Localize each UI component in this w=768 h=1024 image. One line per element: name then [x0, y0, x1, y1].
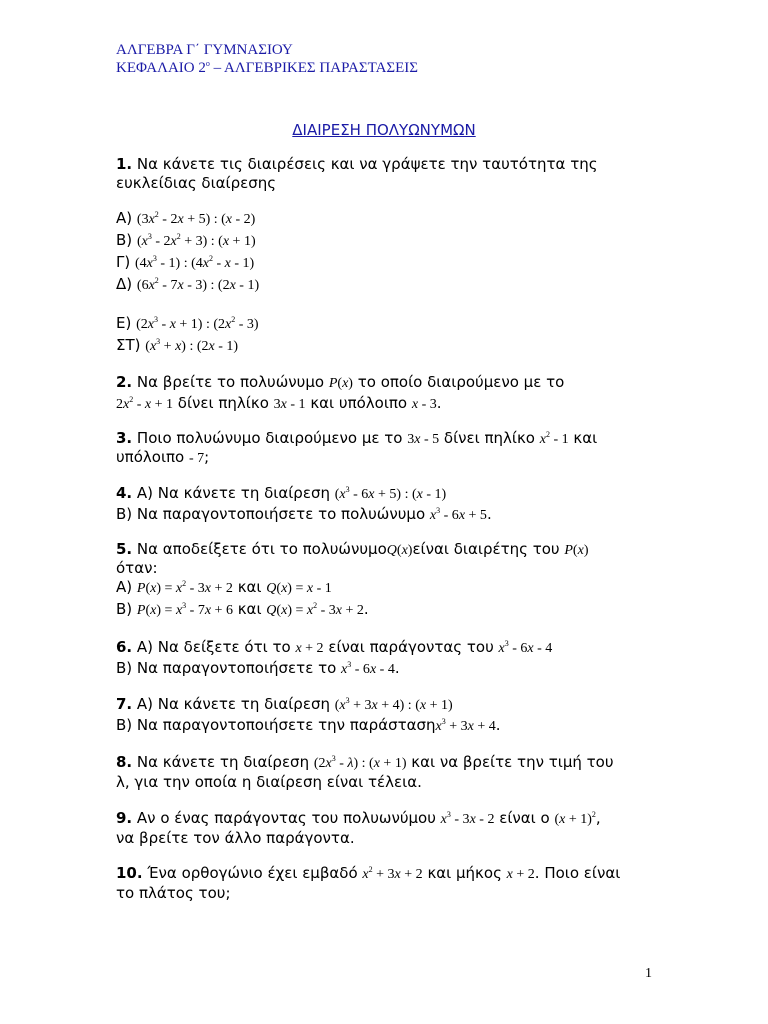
q5-item-a: Α) $P(x) = x^2 - 3x + 2$ και Q(x) = x - 1: [116, 578, 332, 596]
q5-line2: όταν:: [116, 559, 158, 577]
page-number: 1: [645, 966, 652, 981]
q9-line2: να βρείτε τον άλλο παράγοντα.: [116, 829, 355, 847]
q1-item-f: ΣΤ) $(x^3 + x)$ : (2x - 1): [116, 336, 239, 354]
q8-line1: 8. Να κάνετε τη διαίρεση $(2x^3 - \lambda)$ : (x + 1) και να βρείτε την τιμή του: [116, 753, 614, 771]
q3-line1: 3. Ποιο πολυώνυμο διαιρούμενο με το 3x - 5 δίνει πηλίκο $x^2 - 1$ και: [116, 429, 598, 447]
q7-line1: 7. Α) Να κάνετε τη διαίρεση $(x^3 + 3x + 4)$ : (x + 1): [116, 695, 453, 713]
formula: $(6x^2 - 7x - 3)$ : (2x - 1): [136, 276, 260, 293]
q1-item-c: Γ) $(4x^3 - 1)$ : ($4x^2$ - x - 1): [116, 253, 255, 271]
header-subject: ΑΛΓΕΒΡΑ Γ΄ ΓΥΜΝΑΣΙΟΥ: [116, 42, 293, 58]
header-chapter: ΚΕΦΑΛΑΙΟ $2^o$ – ΑΛΓΕΒΡΙΚΕΣ ΠΑΡΑΣΤΑΣΕΙΣ: [116, 59, 419, 76]
page-title: ΔΙΑΙΡΕΣΗ ΠΟΛΥΩΝΥΜΩΝ: [292, 121, 476, 139]
q5-line1: 5. Να αποδείξετε ότι το πολυώνυμοQ(x)είναι διαιρέτης του P(x): [116, 540, 589, 558]
q4-line2: Β) Να παραγοντοποιήσετε το πολυώνυμο $x^3 - 6x + 5$.: [116, 505, 492, 523]
formula: $(4x^3 - 1)$ : ($4x^2$ - x - 1): [135, 254, 255, 271]
q9-line1: 9. Αν ο ένας παράγοντας του πολυωνύμου $x^3 - 3x - 2$ είναι ο $(x + 1)^2$,: [116, 809, 601, 827]
q3-line2: υπόλοιπο - 7;: [116, 448, 210, 466]
q10-line2: το πλάτος του;: [116, 884, 231, 902]
q4-line1: 4. Α) Να κάνετε τη διαίρεση $(x^3 - 6x + 5)$ : (x - 1): [116, 484, 447, 502]
q2-line2: $2x^2 - x + 1$ δίνει πηλίκο 3x - 1 και υπόλοιπο x - 3.: [116, 394, 442, 412]
q10-line1: 10. Ένα ορθογώνιο έχει εμβαδό $x^2 + 3x + 2$ και μήκος x + 2. Ποιο είναι: [116, 864, 621, 882]
formula: $(2x^3 - x + 1)$ : $(2x^2 - 3)$: [136, 315, 259, 332]
q7-line2: Β) Να παραγοντοποιήσετε την παράστασηx$^3$ + 3x + 4.: [116, 716, 501, 734]
q6-line2: Β) Να παραγοντοποιήσετε το $x^3 - 6x - 4$.: [116, 659, 400, 677]
q1-item-b: Β) $(x^3 - 2x^2 + 3)$ : (x + 1): [116, 231, 256, 249]
q5-item-b: Β) $P(x) = x^3 - 7x + 6$ και $Q(x) = x^2 - 3x + 2$.: [116, 600, 369, 618]
formula: $(3x^2 - 2x + 5)$ : (x - 2): [136, 210, 256, 227]
q2-line1: 2. Να βρείτε το πολυώνυμο P(x) το οποίο διαιρούμενο με το: [116, 373, 565, 391]
q1-line2: ευκλείδιας διαίρεσης: [116, 174, 277, 192]
q1-item-d: Δ) $(6x^2 - 7x - 3)$ : (2x - 1): [116, 275, 260, 293]
q6-line1: 6. Α) Να δείξετε ότι το x + 2 είναι παράγοντας του $x^3 - 6x - 4$: [116, 638, 553, 656]
formula: $(x^3 + x)$ : (2x - 1): [145, 337, 239, 354]
q1-line1: 1. Να κάνετε τις διαιρέσεις και να γράψετε την ταυτότητα της: [116, 155, 598, 173]
formula: $(x^3 - 2x^2 + 3)$ : (x + 1): [136, 232, 256, 249]
q8-line2: λ, για την οποία η διαίρεση είναι τέλεια.: [116, 773, 422, 791]
q1-item-e: Ε) $(2x^3 - x + 1)$ : $(2x^2 - 3)$: [116, 314, 259, 332]
q1-item-a: Α) $(3x^2 - 2x + 5)$ : (x - 2): [116, 209, 256, 227]
